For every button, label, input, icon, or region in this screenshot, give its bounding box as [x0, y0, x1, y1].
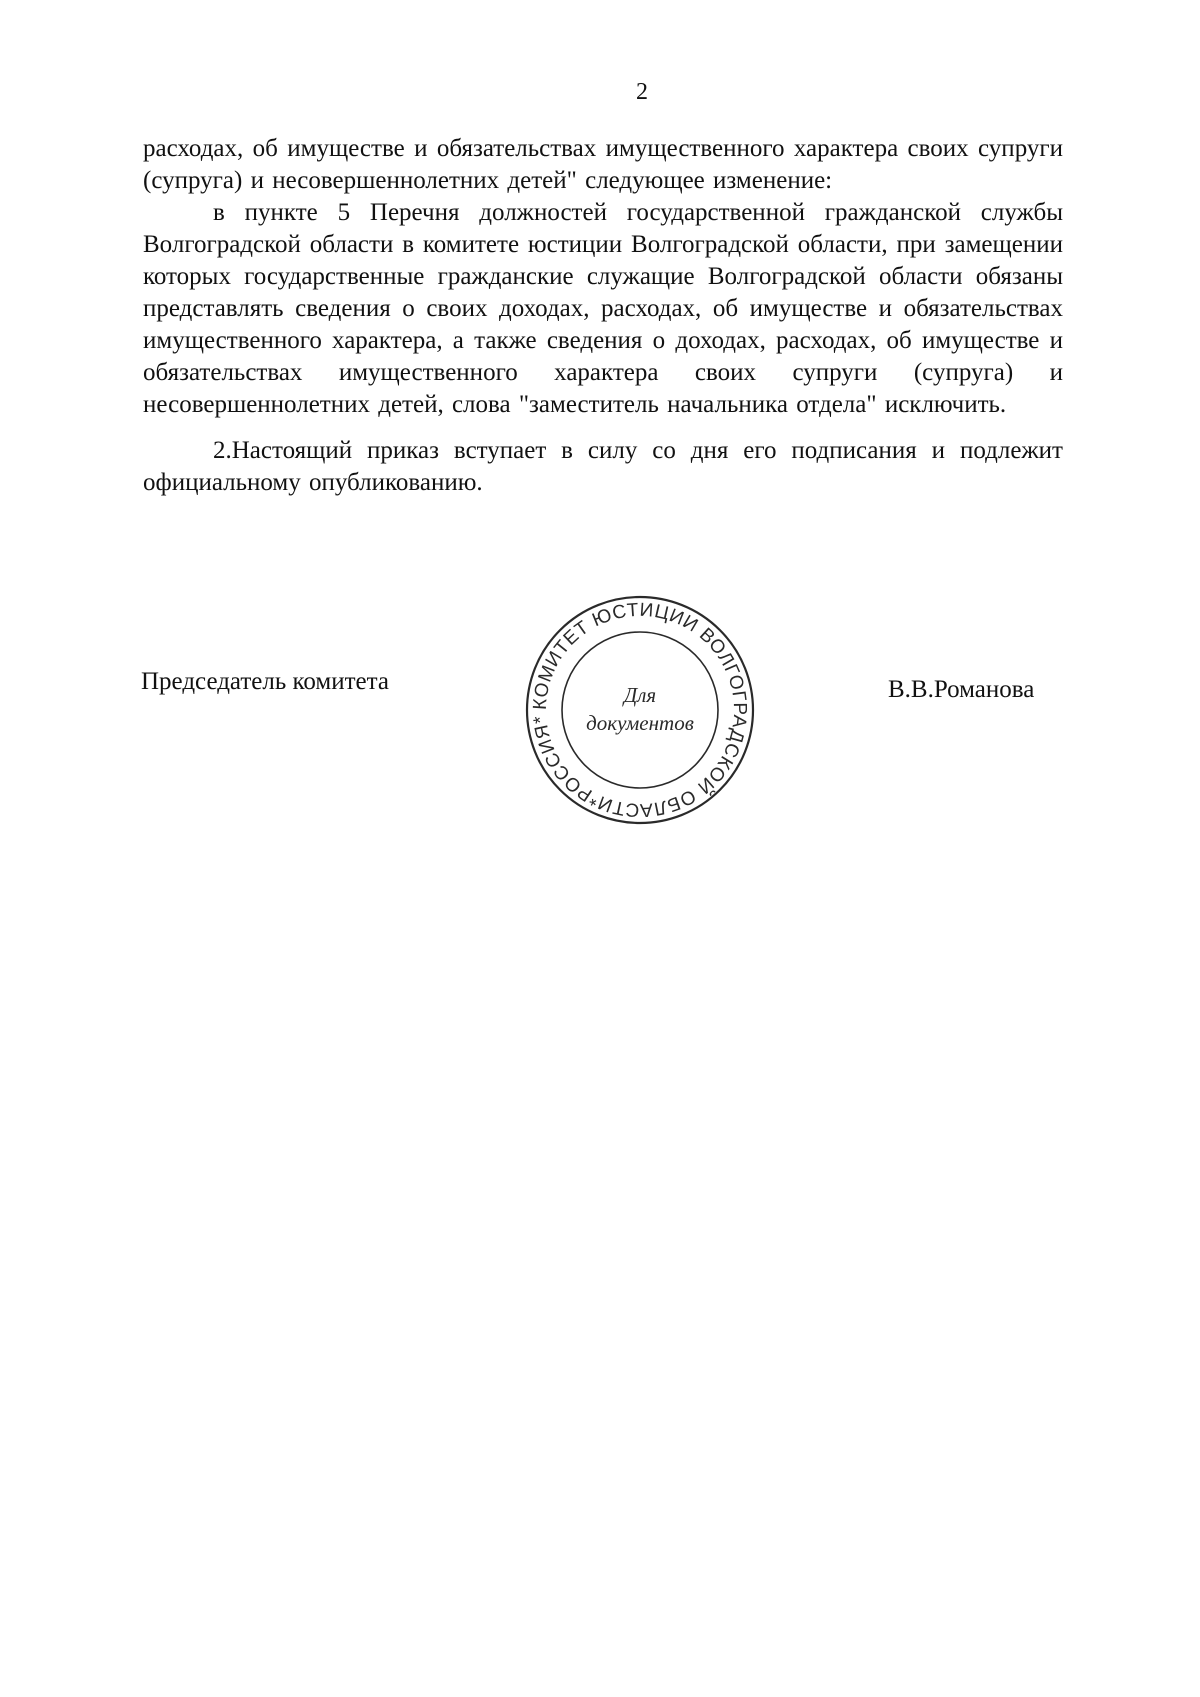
seal-center-line-2: документов — [586, 711, 694, 735]
official-seal — [520, 590, 760, 830]
document-body — [143, 133, 1063, 499]
page-number: 2 — [636, 79, 648, 105]
signatory-name: В.В.Романова — [888, 676, 1035, 703]
seal-center-line-1: Для — [623, 683, 657, 707]
seal-inner-ring — [562, 632, 718, 788]
seal-ring-textpath: КОМИТЕТ ЮСТИЦИИ ВОЛГОГРАДСКОЙ ОБЛАСТИ*РОССИЯ* — [529, 599, 751, 821]
paragraph-continuation: расходах, об имуществе и обязательствах имущественного характера своих супруги (супруга) и несовершеннолетних детей" следующее изменение: — [143, 135, 1063, 194]
paragraph-effective-date: 2.Настоящий приказ вступает в силу со дня его подписания и подлежит официальному опубликованию. — [143, 437, 1063, 496]
seal-graphic — [520, 590, 760, 830]
seal-ring-text — [530, 600, 750, 821]
seal-outer-ring — [527, 597, 753, 823]
paragraph-amendment: в пункте 5 Перечня должностей государственной гражданской службы Волгоградской области в комитете юстиции Волгоградской области, при замещении которых государственные гражданские служащие Волгоградской области обязаны представлять сведения о своих доходах, расходах, об имуществе и обязательствах имущественного характера, а также сведения о доходах, расходах, об имуществе и обязательствах имущественного характера своих супруги (супруга) и несовершеннолетних детей, слова "заместитель начальника отдела" исключить. — [143, 199, 1063, 418]
signatory-title: Председатель комитета — [141, 668, 389, 695]
